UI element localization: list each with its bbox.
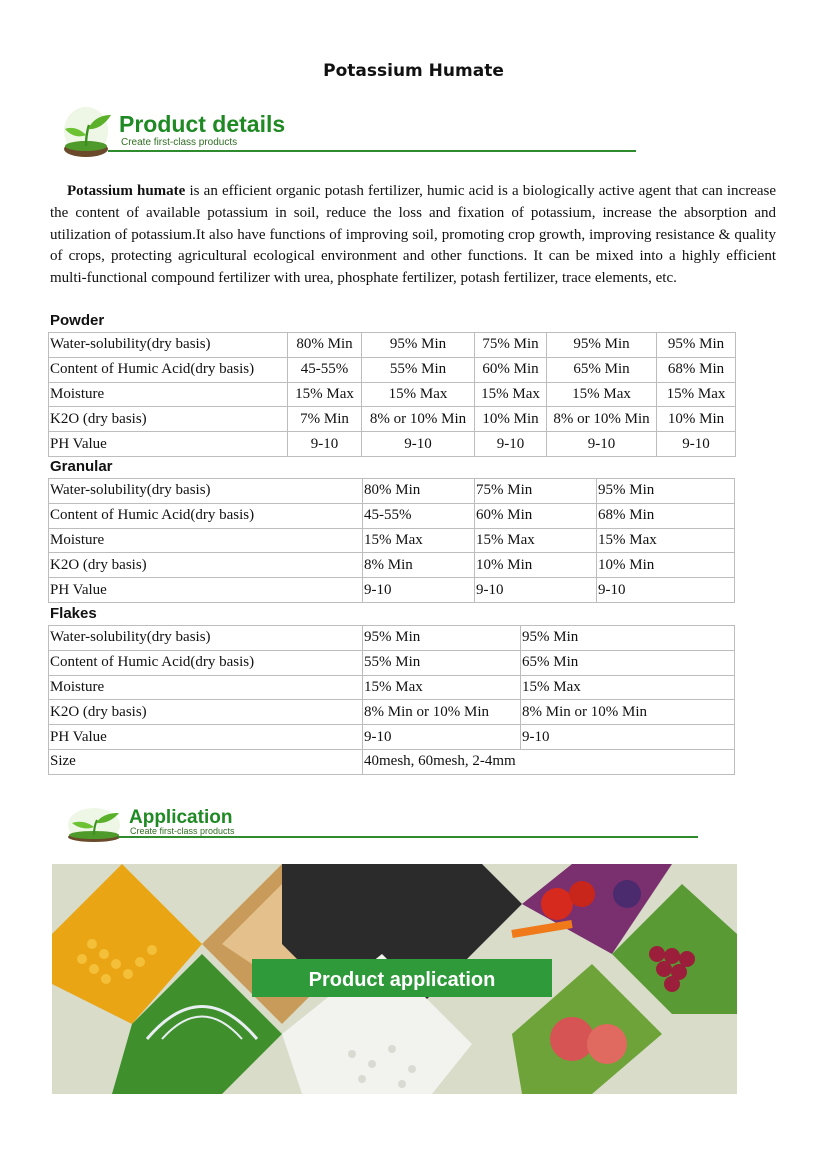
seedling-logo-icon [62, 103, 114, 159]
banner-divider [118, 836, 698, 838]
value-cell: 95% Min [657, 333, 736, 358]
product-details-subtitle: Create first-class products [121, 137, 238, 148]
value-cell: 9-10 [547, 432, 657, 457]
value-cell: 9-10 [597, 578, 735, 603]
powder-label: Powder [50, 312, 105, 329]
value-cell: 15% Max [547, 382, 657, 407]
flakes-row [49, 725, 735, 750]
flakes-row [49, 675, 735, 700]
granular-label: Granular [50, 458, 113, 475]
value-cell: 95% Min [521, 626, 735, 651]
flakes-row [49, 650, 735, 675]
value-cell: 95% Min [547, 333, 657, 358]
value-cell: 15% Max [597, 528, 735, 553]
value-cell: 15% Max [475, 382, 547, 407]
value-cell: 15% Max [521, 675, 735, 700]
property-cell: Content of Humic Acid(dry basis) [49, 650, 363, 675]
flakes-label: Flakes [50, 605, 97, 622]
value-cell: 9-10 [363, 578, 475, 603]
value-cell: 45-55% [288, 357, 362, 382]
powder-row [49, 333, 736, 358]
product-details-banner [62, 103, 638, 161]
value-cell: 8% Min or 10% Min [521, 700, 735, 725]
value-cell: 75% Min [475, 479, 597, 504]
value-cell: 95% Min [597, 479, 735, 504]
value-cell: 68% Min [657, 357, 736, 382]
value-cell: 8% or 10% Min [547, 407, 657, 432]
value-cell: 9-10 [521, 725, 735, 750]
property-cell: PH Value [49, 432, 288, 457]
granular-row [49, 479, 735, 504]
banner-divider [108, 150, 636, 152]
intro-paragraph [50, 181, 776, 290]
property-cell: Content of Humic Acid(dry basis) [49, 503, 363, 528]
granular-table [48, 478, 735, 603]
value-cell: 15% Max [657, 382, 736, 407]
property-cell: Moisture [49, 528, 363, 553]
value-cell: 80% Min [363, 479, 475, 504]
value-cell: 65% Min [547, 357, 657, 382]
property-cell: PH Value [49, 578, 363, 603]
value-cell: 68% Min [597, 503, 735, 528]
granular-row [49, 553, 735, 578]
property-cell: Water-solubility(dry basis) [49, 626, 363, 651]
property-cell: K2O (dry basis) [49, 700, 363, 725]
value-cell: 45-55% [363, 503, 475, 528]
property-cell: Water-solubility(dry basis) [49, 479, 363, 504]
value-cell: 7% Min [288, 407, 362, 432]
value-cell: 55% Min [363, 650, 521, 675]
value-cell: 15% Max [363, 675, 521, 700]
value-cell: 9-10 [362, 432, 475, 457]
flakes-row [49, 749, 735, 774]
value-cell: 8% Min [363, 553, 475, 578]
property-cell: Content of Humic Acid(dry basis) [49, 357, 288, 382]
property-cell: Size [49, 749, 363, 774]
value-cell: 15% Max [475, 528, 597, 553]
property-cell: K2O (dry basis) [49, 407, 288, 432]
value-cell: 95% Min [363, 626, 521, 651]
powder-row [49, 432, 736, 457]
powder-row [49, 407, 736, 432]
value-cell: 15% Max [288, 382, 362, 407]
value-cell: 75% Min [475, 333, 547, 358]
value-cell: 60% Min [475, 503, 597, 528]
property-cell: Moisture [49, 382, 288, 407]
value-cell: 60% Min [475, 357, 547, 382]
value-cell: 8% or 10% Min [362, 407, 475, 432]
product-application-image [52, 864, 737, 1094]
intro-bold-term: Potassium humate [67, 183, 186, 199]
value-cell: 9-10 [363, 725, 521, 750]
property-cell: PH Value [49, 725, 363, 750]
application-heading: Application [129, 807, 233, 828]
powder-table-body [49, 333, 736, 457]
value-cell: 9-10 [475, 432, 547, 457]
property-cell: Water-solubility(dry basis) [49, 333, 288, 358]
application-collage [52, 864, 737, 1094]
value-cell: 9-10 [475, 578, 597, 603]
page-title: Potassium Humate [323, 61, 504, 81]
flakes-row [49, 626, 735, 651]
product-details-heading: Product details [119, 111, 286, 137]
value-cell: 9-10 [288, 432, 362, 457]
flakes-row [49, 700, 735, 725]
value-cell: 10% Min [475, 407, 547, 432]
value-cell: 10% Min [657, 407, 736, 432]
value-cell: 95% Min [362, 333, 475, 358]
powder-row [49, 357, 736, 382]
value-cell: 40mesh, 60mesh, 2-4mm [363, 749, 735, 774]
granular-row [49, 578, 735, 603]
property-cell: K2O (dry basis) [49, 553, 363, 578]
value-cell: 8% Min or 10% Min [363, 700, 521, 725]
granular-row [49, 503, 735, 528]
value-cell: 15% Max [363, 528, 475, 553]
value-cell: 10% Min [597, 553, 735, 578]
seedling-logo-icon [66, 805, 122, 843]
powder-table [48, 332, 736, 457]
powder-row [49, 382, 736, 407]
granular-row [49, 528, 735, 553]
flakes-table [48, 625, 735, 775]
application-image-caption: Product application [308, 969, 496, 991]
intro-text: is an efficient organic potash fertilizer, humic acid is a biologically active agent that can increase the content of available potassium in soil, reduce the loss and fixation of potassium, increase the absorption and utilization of potassium.It also have functions of improving soil, promoting crop growth, improving resistance & quality of crops, protecting agricultural ecological environment and other functions. It can be mixed into a highly efficient multi-functional compound fertilizer with urea, phosphate fertilizer, potash fertilizer, trace elements, etc. [50, 183, 777, 287]
property-cell: Moisture [49, 675, 363, 700]
value-cell: 10% Min [475, 553, 597, 578]
application-banner [66, 805, 698, 845]
granular-table-body [49, 479, 735, 603]
value-cell: 65% Min [521, 650, 735, 675]
value-cell: 55% Min [362, 357, 475, 382]
application-subtitle: Create first-class products [130, 826, 235, 836]
value-cell: 9-10 [657, 432, 736, 457]
value-cell: 80% Min [288, 333, 362, 358]
flakes-table-body [49, 626, 735, 775]
value-cell: 15% Max [362, 382, 475, 407]
